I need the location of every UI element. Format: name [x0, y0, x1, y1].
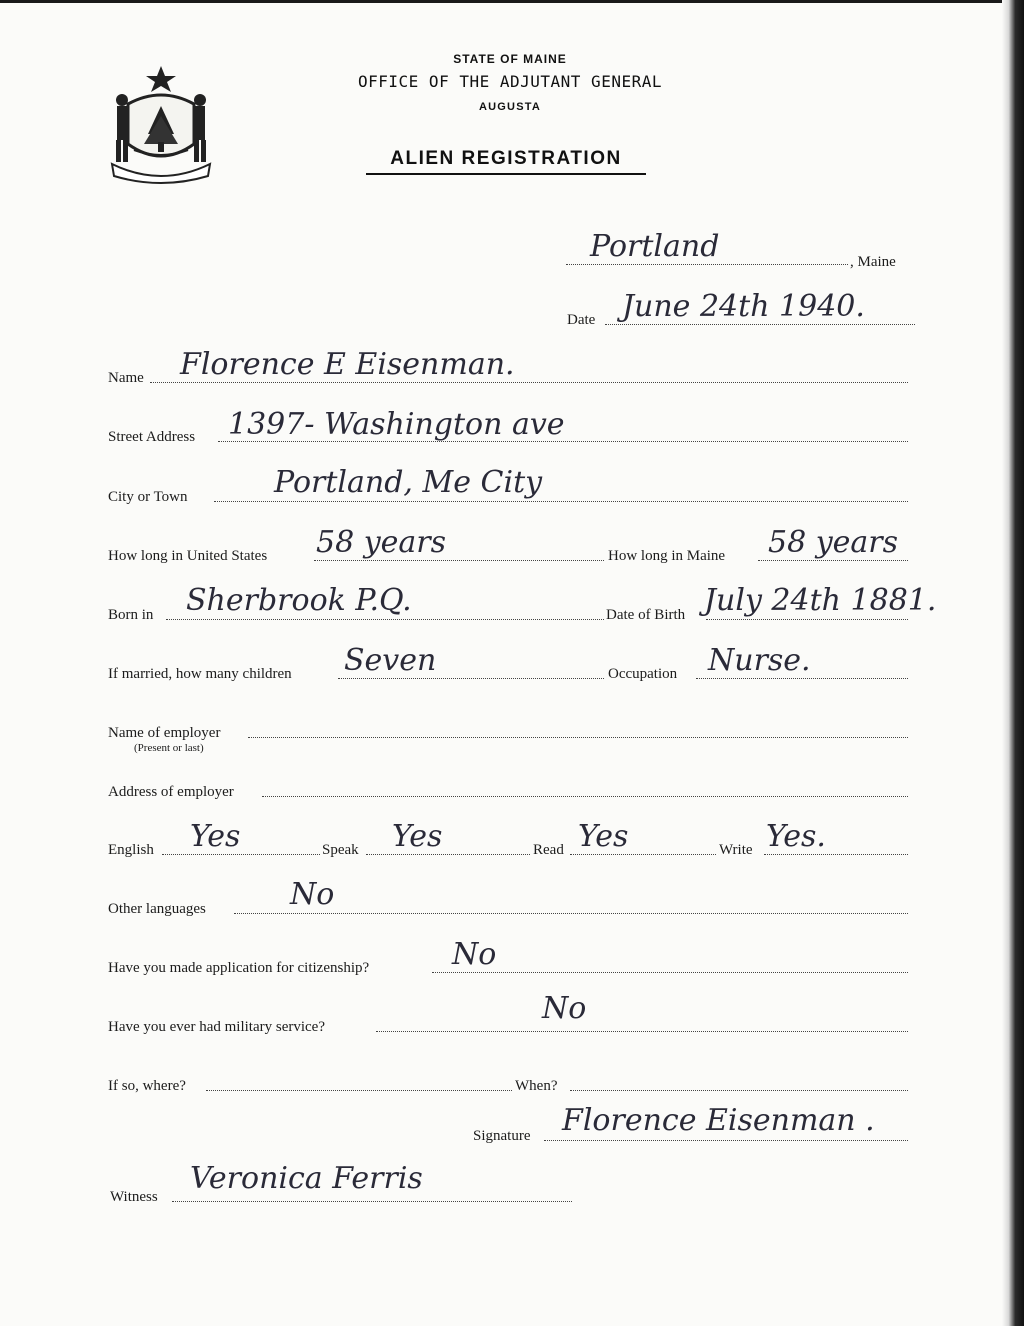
form-title: ALIEN REGISTRATION [366, 148, 646, 175]
city-line [214, 501, 908, 502]
how-long-maine-line [758, 560, 908, 561]
born-in-label: Born in [108, 607, 154, 623]
citizenship-value: No [452, 937, 497, 972]
name-value: Florence E Eisenman. [180, 347, 515, 382]
military-line [376, 1031, 908, 1032]
other-languages-line [234, 913, 908, 914]
date-of-birth-line [706, 619, 908, 620]
where-label: If so, where? [108, 1078, 186, 1094]
name-label: Name [108, 370, 144, 386]
military-label: Have you ever had military service? [108, 1019, 325, 1035]
military-value: No [542, 991, 587, 1026]
employer-label: Name of employer [108, 725, 221, 741]
date-of-birth-value: July 24th 1881. [704, 583, 937, 618]
witness-value: Veronica Ferris [190, 1161, 423, 1196]
place-line [566, 264, 848, 265]
where-line [206, 1090, 512, 1091]
english-label: English [108, 842, 154, 858]
street-label: Street Address [108, 429, 196, 445]
signature-label: Signature [473, 1128, 531, 1144]
when-line [570, 1090, 908, 1091]
citizenship-label: Have you made application for citizenship? [108, 960, 370, 976]
city-label: City or Town [108, 489, 188, 505]
speak-value: Yes [392, 819, 443, 854]
employer-sublabel: (Present or last) [134, 742, 204, 754]
occupation-label: Occupation [608, 666, 678, 682]
read-value: Yes [578, 819, 629, 854]
how-long-us-value: 58 years [316, 525, 447, 560]
read-line [570, 854, 716, 855]
signature-line [544, 1140, 908, 1141]
write-label: Write [719, 842, 753, 858]
name-line [150, 382, 908, 383]
header-state: STATE OF MAINE [453, 52, 567, 66]
date-of-birth-label: Date of Birth [606, 607, 686, 623]
write-value: Yes. [766, 819, 826, 854]
occupation-value: Nurse. [708, 643, 811, 678]
maine-seal-icon [108, 64, 214, 190]
children-label: If married, how many children [108, 666, 292, 682]
born-in-line [166, 619, 604, 620]
english-line [162, 854, 320, 855]
write-line [764, 854, 908, 855]
children-value: Seven [344, 643, 437, 678]
city-value: Portland, Me City [274, 465, 543, 500]
date-line [605, 324, 915, 325]
occupation-line [696, 678, 908, 679]
place-suffix: , Maine [850, 254, 896, 270]
read-label: Read [533, 842, 564, 858]
witness-label: Witness [110, 1189, 158, 1205]
employer-address-line [262, 796, 908, 797]
employer-address-label: Address of employer [108, 784, 234, 800]
scan-top-edge [0, 0, 1024, 3]
how-long-us-line [314, 560, 604, 561]
scan-right-edge [1002, 0, 1024, 1326]
born-in-value: Sherbrook P.Q. [186, 583, 412, 618]
header-office: OFFICE OF THE ADJUTANT GENERAL [358, 72, 662, 91]
other-languages-label: Other languages [108, 901, 206, 917]
signature-value: Florence Eisenman . [562, 1103, 875, 1138]
date-label: Date [567, 312, 596, 328]
date-value: June 24th 1940. [622, 289, 865, 324]
citizenship-line [432, 972, 908, 973]
how-long-maine-label: How long in Maine [608, 548, 726, 564]
employer-line [248, 737, 908, 738]
other-languages-value: No [290, 877, 335, 912]
how-long-us-label: How long in United States [108, 548, 268, 564]
street-value: 1397- Washington ave [228, 407, 565, 442]
children-line [338, 678, 604, 679]
when-label: When? [515, 1078, 558, 1094]
english-value: Yes [190, 819, 241, 854]
witness-line [172, 1201, 572, 1202]
speak-line [366, 854, 530, 855]
header-city: AUGUSTA [479, 101, 541, 113]
speak-label: Speak [322, 842, 359, 858]
how-long-maine-value: 58 years [768, 525, 899, 560]
place-value: Portland [590, 229, 720, 264]
